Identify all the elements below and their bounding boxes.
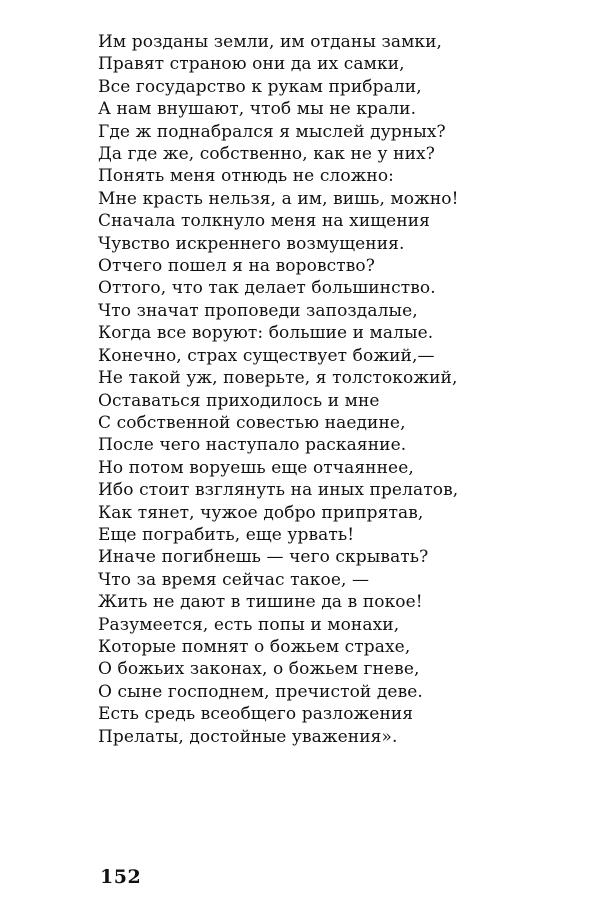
poem-line: Чувство искреннего возмущения. [98, 233, 405, 254]
poem-line: Да где же, собственно, как не у них? [98, 144, 435, 165]
poem-line: Ибо стоит взглянуть на иных прелатов, [98, 480, 459, 501]
poem-line: Все государство к рукам прибрали, [98, 76, 422, 97]
poem-line: Что значат проповеди запоздалые, [98, 300, 418, 321]
poem-line: Жить не дают в тишине да в покое! [98, 592, 423, 613]
poem-line: Оттого, что так делает большинство. [98, 278, 436, 299]
poem-line: О божьих законах, о божьем гневе, [98, 659, 420, 680]
poem-line: Где ж поднабрался я мыслей дурных? [98, 121, 446, 142]
poem-line: Понять меня отнюдь не сложно: [98, 166, 395, 187]
poem-line: Конечно, страх существует божий,— [98, 345, 435, 366]
poem-line: О сыне господнем, пречистой деве. [98, 681, 423, 702]
poem-line: А нам внушают, чтоб мы не крали. [98, 99, 417, 120]
poem-line: Мне красть нельзя, а им, вишь, можно! [98, 188, 459, 209]
poem-line: Как тянет, чужое добро припрятав, [98, 502, 424, 523]
poem-line: Что за время сейчас такое, — [98, 569, 370, 590]
poem-line: Сначала толкнуло меня на хищения [98, 211, 431, 232]
poem-line: Правят страною они да их самки, [98, 54, 405, 75]
poem-line: Им розданы земли, им отданы замки, [98, 32, 443, 52]
poem-line: Когда все воруют: большие и малые. [98, 323, 434, 344]
poem-line: Не такой уж, поверьте, я толстокожий, [98, 368, 458, 389]
poem-text [98, 31, 568, 748]
poem-line: Но потом воруешь еще отчаяннее, [98, 457, 414, 478]
page-number: 152 [100, 866, 142, 888]
poem-line: Прелаты, достойные уважения». [98, 726, 398, 747]
poem-line: Оставаться приходилось и мне [98, 390, 380, 411]
poem-line: После чего наступало раскаяние. [98, 435, 407, 456]
poem-line: Еще пограбить, еще урвать! [98, 524, 355, 545]
poem-line: С собственной совестью наедине, [98, 412, 406, 433]
poem-line: Отчего пошел я на воровство? [98, 256, 375, 277]
poem-line: Иначе погибнешь — чего скрывать? [98, 547, 429, 568]
poem-line: Есть средь всеобщего разложения [98, 704, 414, 725]
poem-line: Разумеется, есть попы и монахи, [98, 614, 400, 635]
poem-line: Которые помнят о божьем страхе, [98, 636, 411, 657]
